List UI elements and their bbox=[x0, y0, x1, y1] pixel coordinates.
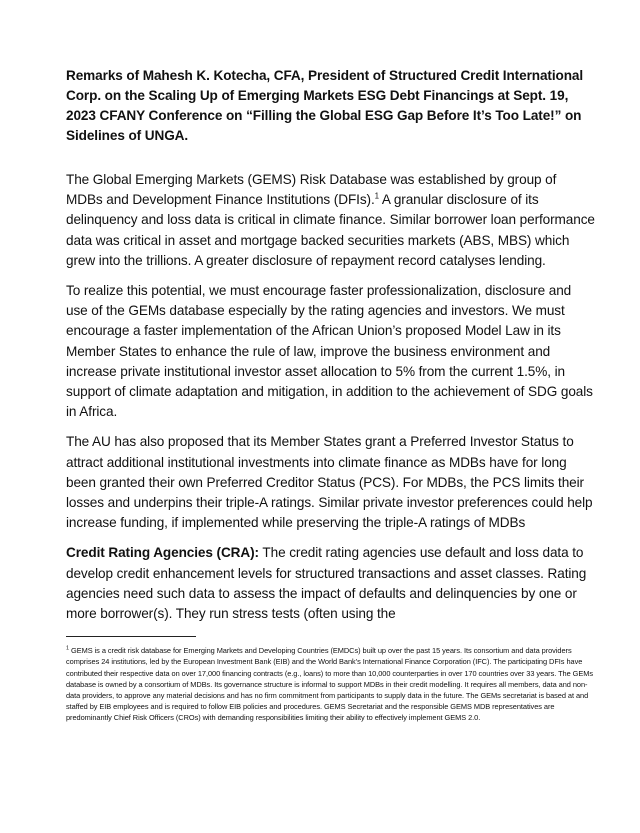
footnote-divider bbox=[66, 636, 196, 637]
paragraph-preferred-investor: The AU has also proposed that its Member States grant a Preferred Investor Status to attract additional institutional investments into climate finance as MDBs have for long been granted their own Preferred Creditor Status (PCS). For MDBs, the PCS limits their losses and underpins their triple-A ratings. Similar private investor preferences could help increase funding, if implemented while preserving the triple-A ratings of MDBs bbox=[66, 434, 593, 531]
document-page bbox=[66, 66, 596, 731]
paragraph-credit-rating-agencies bbox=[66, 543, 596, 624]
section-lead-heading: Credit Rating Agencies (CRA): bbox=[66, 545, 259, 561]
paragraph-text-continued: A granular disclosure of its delinquency and loss data is critical in climate finance. Similar borrower loan performance data was critical in asset and mortgage backed securities markets (ABS, MBS) which grew into the trillions. A greater disclosure of repayment record catalyses lending. bbox=[66, 192, 595, 268]
paragraph-text: The credit rating agencies use default and loss data to develop credit enhancement levels for structured transactions and asset classes. Rating agencies need such data to assess the impact of defaults and delinquencies by one or more borrower(s). They run stress tests (often using the bbox=[66, 545, 587, 622]
paragraph-text: The Global Emerging Markets (GEMS) Risk Database was established by group of MDBs and Development Finance Institutions (DFIs). bbox=[66, 172, 557, 208]
footnote-text: GEMS is a credit risk database for Emerging Markets and Developing Countries (EMDCs) built up over the past 15 years. Its consortium and data providers comprises 24 institutions, led by the European Investment Bank (EIB) and the World Bank’s International Finance Corporation (IFC). The participating DFIs have contributed their respective data on over 17,000 financing contracts (e.g., loans) to more than 10,000 counterparties in over 170 countries over 33 years. The GEMs database is owned by a consortium of MDBs. Its governance structure is informal to support MDBs in their credit modelling. It requires all members, data and non-data providers, to approve any material decisions and has no firm commitment from participants to supply data in the future. The GEMs secretariat is based at and staffed by EIB employees and is required to follow EIB policies and procedures. GEMS Secretariat and the responsible GEMS MDB representatives are predominantly Chief Risk Officers (CROs) with demanding responsibilities limiting their ability to effectively implement GEMS 2.0. bbox=[66, 646, 594, 723]
paragraph-realize-potential: To realize this potential, we must encourage faster professionalization, disclosure and use of the GEMs database especially by the rating agencies and investors. We must encourage a faster implementation of the African Union’s proposed Model Law in its Member States to enhance the rule of law, improve the business environment and increase private institutional investor asset allocation to 5% from the current 1.5%, in support of climate adaptation and mitigation, in addition to the achievement of SDG goals in Africa. bbox=[66, 283, 593, 420]
footnote-marker: 1 bbox=[66, 645, 70, 652]
footnote bbox=[66, 645, 596, 723]
document-title: Remarks of Mahesh K. Kotecha, CFA, President of Structured Credit International Corp. on the Scaling Up of Emerging Markets ESG Debt Financings at Sept. 19, 2023 CFANY Conference on “Filling the Global ESG Gap Before It’s Too Late!” on Sidelines of UNGA. bbox=[66, 68, 584, 143]
paragraph-gems-database bbox=[66, 170, 596, 271]
footnote-reference[interactable]: 1 bbox=[374, 191, 379, 201]
